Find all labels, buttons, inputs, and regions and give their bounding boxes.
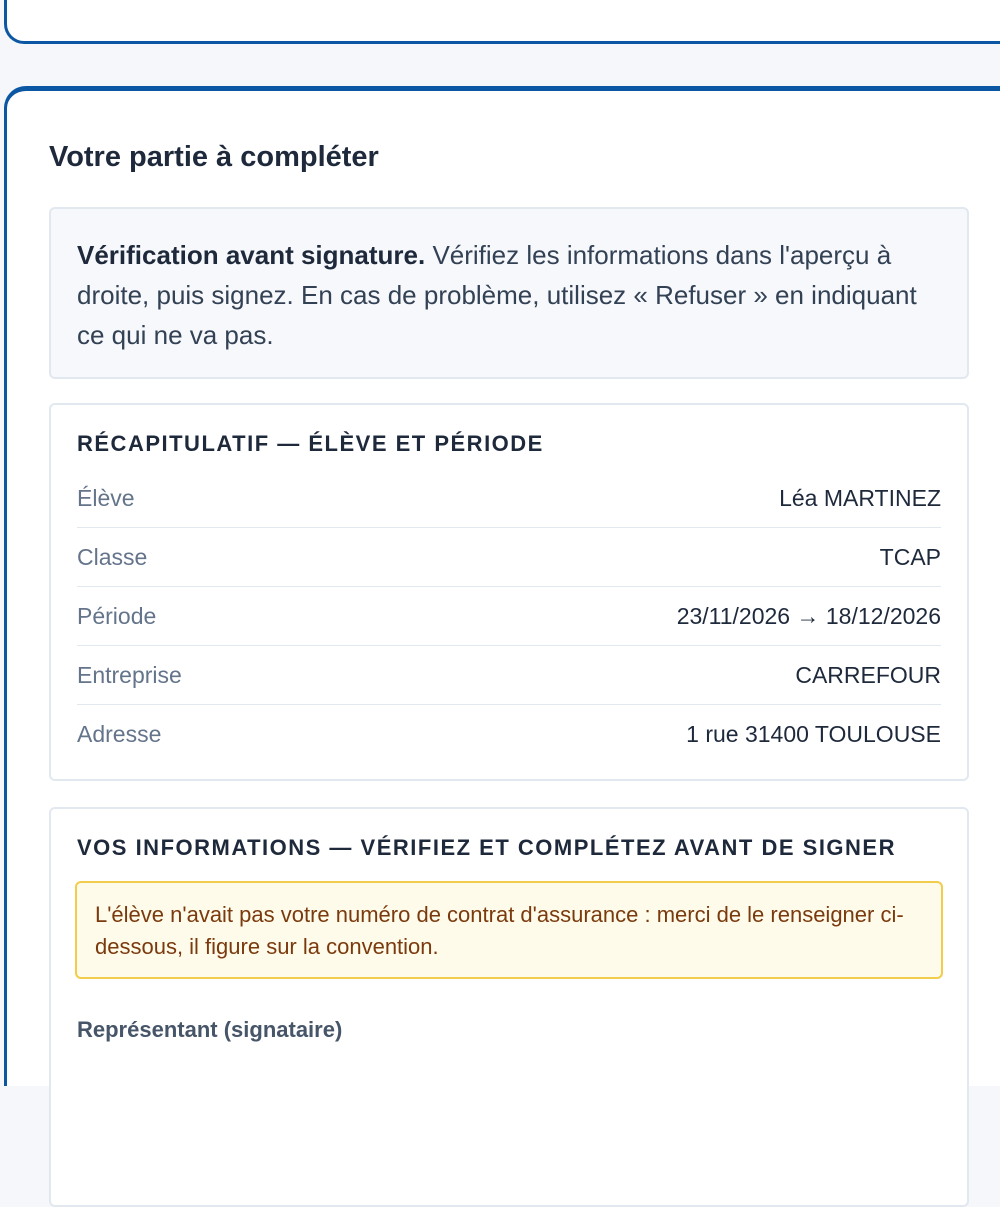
notice-bold: Vérification avant signature. xyxy=(77,240,426,270)
previous-card xyxy=(4,0,1000,44)
section-title: Votre partie à compléter xyxy=(49,141,379,173)
recap-panel xyxy=(49,403,969,781)
completion-card xyxy=(4,86,1000,1086)
recap-value: TCAP xyxy=(879,543,941,570)
recap-row-eleve xyxy=(77,469,941,528)
your-info-panel xyxy=(49,807,969,1207)
recap-value: Léa MARTINEZ xyxy=(779,484,941,511)
insurance-warning: L'élève n'avait pas votre numéro de contrat d'assurance : merci de le renseigner ci-dessous, il figure sur la convention. xyxy=(75,881,943,979)
representative-label: Représentant (signataire) xyxy=(77,1017,343,1042)
recap-label: Adresse xyxy=(77,720,162,747)
recap-label: Entreprise xyxy=(77,661,182,688)
recap-label: Période xyxy=(77,602,157,629)
recap-value: 23/11/2026 → 18/12/2026 xyxy=(676,602,941,629)
recap-title: RÉCAPITULATIF — ÉLÈVE ET PÉRIODE xyxy=(77,431,544,456)
recap-list xyxy=(77,469,941,763)
recap-label: Classe xyxy=(77,543,148,570)
recap-row-periode xyxy=(77,587,941,646)
recap-row-classe xyxy=(77,528,941,587)
your-info-title: VOS INFORMATIONS — VÉRIFIEZ ET COMPLÉTEZ AVANT DE SIGNER xyxy=(77,835,896,860)
recap-row-entreprise xyxy=(77,646,941,705)
notice-text: Vérifiez les informations dans l'aperçu à droite, puis signez. En cas de problème, utilisez « Refuser » en indiquant ce qui ne va pas. xyxy=(77,240,917,350)
recap-label: Élève xyxy=(77,484,135,511)
recap-value: 1 rue 31400 TOULOUSE xyxy=(686,720,941,747)
verification-notice xyxy=(49,207,969,379)
recap-row-adresse xyxy=(77,705,941,763)
recap-value: CARREFOUR xyxy=(795,661,941,688)
